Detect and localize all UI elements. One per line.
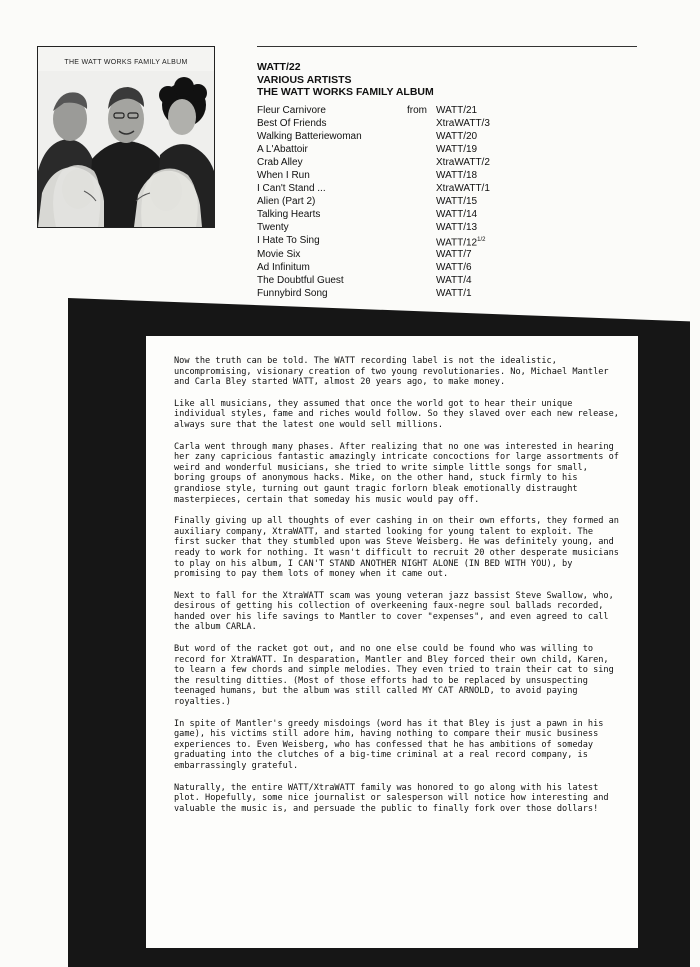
track-catalog-number: WATT/12 <box>436 237 478 249</box>
track-catalog: XtraWATT/2 <box>436 157 490 169</box>
track-catalog: WATT/15 <box>436 196 478 208</box>
track-title: Twenty <box>257 222 289 234</box>
album-cover <box>37 46 215 228</box>
track-title: When I Run <box>257 170 310 182</box>
album-header <box>257 61 434 99</box>
track-title: I Can't Stand ... <box>257 183 326 195</box>
cover-title: THE WATT WORKS FAMILY ALBUM <box>64 59 188 66</box>
track-catalog: WATT/1 <box>436 287 472 299</box>
track-title: Crab Alley <box>257 157 303 169</box>
essay-body <box>174 356 620 814</box>
track-title: Ad Infinitum <box>257 261 310 273</box>
track-row <box>257 156 577 169</box>
track-row <box>257 104 577 117</box>
essay-paragraph: Next to fall for the XtraWATT scam was young veteran jazz bassist Steve Swallow, who, desirous of getting his collection of overkeening faux-negre soul ballads recorded, handed over his life savings to Mantler to cover "expenses", and even agreed to call the album CARLA. <box>174 590 614 633</box>
track-catalog: WATT/13 <box>436 222 478 234</box>
track-row <box>257 195 577 208</box>
track-row <box>257 248 577 261</box>
essay-paragraph: Naturally, the entire WATT/XtraWATT family was honored to go along with his latest plot. Hopefully, some nice journalist or salesperson will notice how interesting and valuable the music is, and persuade the public to finally fork over those dollars! <box>174 782 609 814</box>
track-row <box>257 169 577 182</box>
essay-paragraph: Finally giving up all thoughts of ever cashing in on their own efforts, they formed an auxiliary company, XtraWATT, and started looking for young talent to exploit. The first sucker that they stumbled upon was Steve Weisberg. He was definitely young, and ready to work for nothing. It wasn't difficult to recruit 20 other desperate musicians to play on his album, I CAN'T STAND ANOTHER NIGHT ALONE (IN BED WITH YOU), by promising to pay them lots of money when it came out. <box>174 516 619 580</box>
track-title: The Doubtful Guest <box>257 274 344 286</box>
album-catalog: WATT/22 <box>257 61 301 73</box>
track-catalog: WATT/6 <box>436 261 472 273</box>
track-title: Talking Hearts <box>257 209 321 221</box>
essay-paragraph: Carla went through many phases. After realizing that no one was interested in hearing her zany capricious fantastic amazingly intricate concoctions for large assortments of weird and wonderful musicians, she tried to write simple little songs for small, boring groups of anonymous hacks. Mike, on the other hand, stuck firmly to his grandiose style, turning out gaunt tragic forlorn bleak emotionally distraught masterpieces, certain that someday his music would pay off. <box>174 441 619 505</box>
track-row <box>257 143 577 156</box>
track-title: A L'Abattoir <box>257 144 308 156</box>
album-title: THE WATT WORKS FAMILY ALBUM <box>257 86 434 98</box>
track-catalog: XtraWATT/1 <box>436 183 490 195</box>
track-catalog: WATT/19 <box>436 144 478 156</box>
track-row <box>257 130 577 143</box>
track-title: Movie Six <box>257 248 301 260</box>
track-row <box>257 234 577 247</box>
cover-photo <box>38 71 214 227</box>
track-title: Best Of Friends <box>257 118 327 130</box>
track-row <box>257 287 577 300</box>
track-catalog: WATT/14 <box>436 209 478 221</box>
essay-paragraph: In spite of Mantler's greedy misdoings (word has it that Bley is just a pawn in his game), his victims still adore him, having nothing to compare their music business experiences to. Even Weisberg, who has confessed that he has ambitions of someday graduating into the clutches of a big-time criminal at a real record company, is embarrassingly grateful. <box>174 718 604 771</box>
album-artists: VARIOUS ARTISTS <box>257 73 352 86</box>
track-title: Fleur Carnivore <box>257 105 326 116</box>
track-list <box>257 104 577 300</box>
track-row <box>257 182 577 195</box>
track-catalog: WATT/21 <box>436 105 478 116</box>
track-catalog: WATT/18 <box>436 170 478 182</box>
track-catalog: WATT/20 <box>436 131 478 143</box>
track-from: from <box>407 105 427 116</box>
track-title: Walking Batteriewoman <box>257 131 362 143</box>
track-row <box>257 208 577 221</box>
essay-panel <box>146 336 638 948</box>
track-title: I Hate To Sing <box>257 235 320 247</box>
track-row <box>257 261 577 274</box>
track-catalog: WATT/7 <box>436 248 472 260</box>
track-row <box>257 221 577 234</box>
track-catalog: WATT/4 <box>436 274 472 286</box>
track-title: Funnybird Song <box>257 287 328 299</box>
track-row <box>257 274 577 287</box>
essay-paragraph: Now the truth can be told. The WATT recording label is not the idealistic, uncompromising, visionary creation of two young revolutionaries. No, Michael Mantler and Carla Bley started WATT, almost 20 years ago, to make money. <box>174 356 609 388</box>
track-catalog-fraction: 1/2 <box>477 237 486 244</box>
track-catalog: XtraWATT/3 <box>436 118 490 130</box>
track-row <box>257 117 577 130</box>
top-divider <box>257 46 637 47</box>
track-title: Alien (Part 2) <box>257 196 316 208</box>
essay-paragraph: Like all musicians, they assumed that once the world got to hear their unique individual styles, fame and riches would follow. So they slaved over each new release, always sure that the latest one would sell millions. <box>174 398 619 430</box>
essay-paragraph: But word of the racket got out, and no one else could be found who was willing to record for XtraWATT. In desparation, Mantler and Bley forced their own child, Karen, to learn a few chords and simple melodies. They even tried to train their cat to sing the resulting ditties. (Most of those efforts had to be replaced by unsuspecting teenaged humans, but the album was still called MY CAT ARNOLD, to avoid paying royalties.) <box>174 644 614 708</box>
